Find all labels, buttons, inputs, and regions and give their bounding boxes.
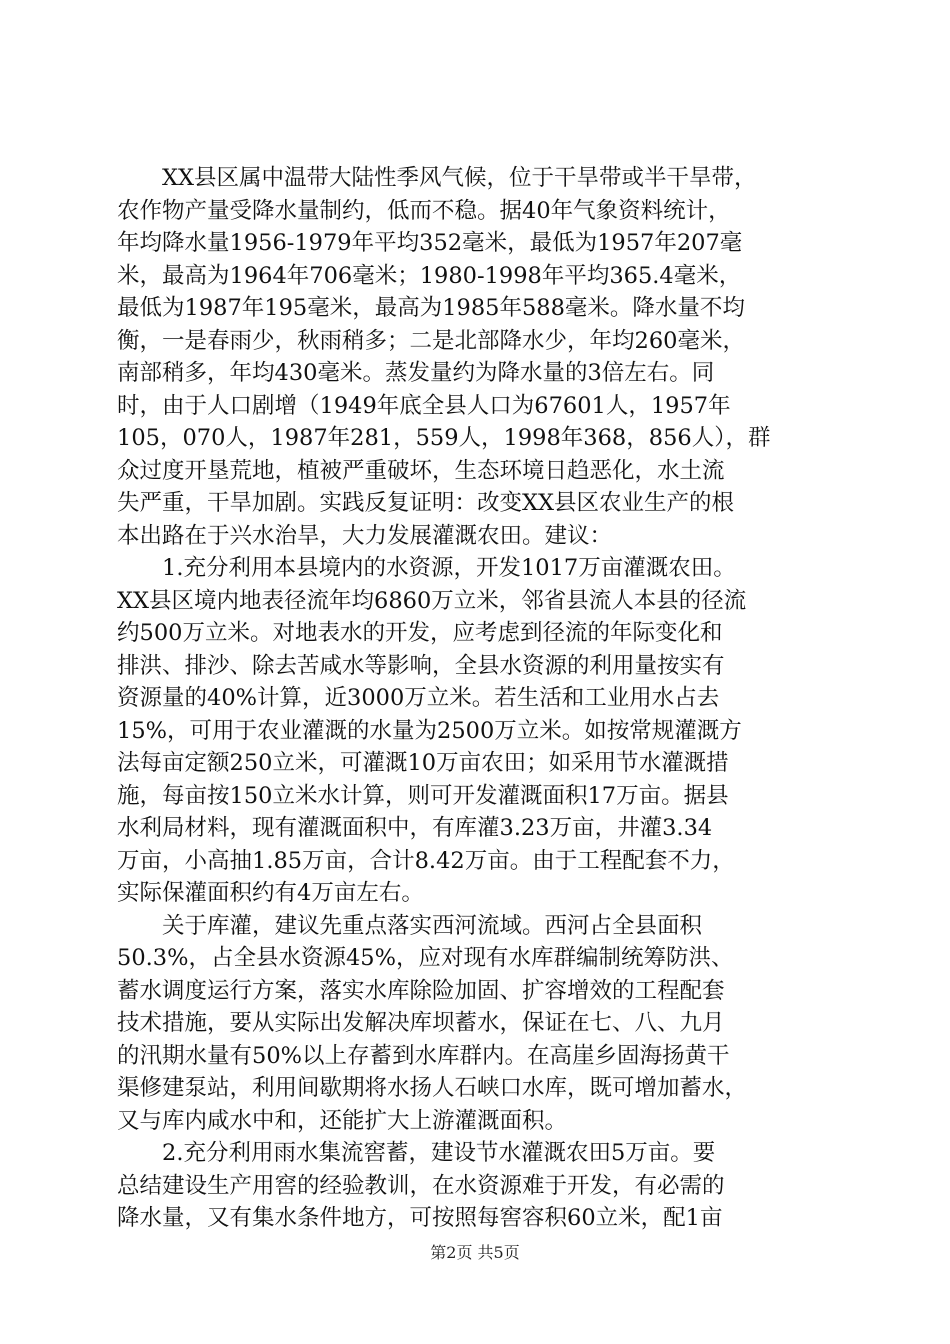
text-line: 资源量的40%计算，近3000万立米。若生活和工业用水占去 — [117, 685, 720, 711]
text-line: 约500万立米。对地表水的开发，应考虑到径流的年际变化和 — [117, 620, 723, 646]
text-line: 关于库灌，建议先重点落实西河流域。西河占全县面积 — [117, 912, 703, 939]
text-line: 失严重，干旱加剧。实践反复证明：改变XX县区农业生产的根 — [117, 490, 735, 516]
text-line: 排洪、排沙、除去苦咸水等影响，全县水资源的利用量按实有 — [117, 652, 725, 679]
text-line: 法每亩定额250立米，可灌溉10万亩农田；如采用节水灌溉措 — [117, 750, 729, 776]
text-line: 年均降水量1956-1979年平均352毫米，最低为1957年207毫 — [117, 230, 743, 256]
text-line: 15%，可用于农业灌溉的水量为2500万立米。如按常规灌溉方 — [117, 717, 742, 744]
text-line: 最低为1987年195毫米，最高为1985年588毫米。降水量不均 — [117, 295, 745, 321]
text-line: 众过度开垦荒地，植被严重破坏，生态环境日趋恶化，水土流 — [117, 457, 725, 484]
text-line: 农作物产量受降水量制约，低而不稳。据40年气象资料统计， — [117, 197, 731, 224]
text-line: 万亩，小高抽1.85万亩，合计8.42万亩。由于工程配套不力， — [117, 847, 735, 874]
text-line: 南部稍多，年均430毫米。蒸发量约为降水量的3倍左右。同 — [117, 360, 715, 386]
text-line: 2.充分利用雨水集流窖蓄，建设节水灌溉农田5万亩。要 — [117, 1140, 716, 1166]
text-line: 蓄水调度运行方案，落实水库除险加固、扩容增效的工程配套 — [117, 977, 725, 1004]
text-line: 衡，一是春雨少，秋雨稍多；二是北部降水少，年均260毫米， — [117, 327, 745, 354]
text-line: XX县区境内地表径流年均6860万立米，邻省县流人本县的径流 — [117, 587, 747, 614]
text-line: 技术措施，要从实际出发解决库坝蓄水，保证在七、八、九月 — [117, 1010, 725, 1036]
text-line: 50.3%，占全县水资源45%，应对现有水库群编制统筹防洪、 — [117, 945, 734, 971]
document-body — [117, 162, 837, 1235]
text-line: 施，每亩按150立米水计算，则可开发灌溉面积17万亩。据县 — [117, 782, 729, 809]
page-footer: 第2页 共5页 — [430, 1243, 520, 1262]
text-line: 米，最高为1964年706毫米；1980-1998年平均365.4毫米， — [117, 262, 742, 289]
text-line: 时，由于人口剧增（1949年底全县人口为67601人，1957年 — [117, 392, 731, 419]
text-line: 渠修建泵站，利用间歇期将水扬人石峡口水库，既可增加蓄水， — [117, 1075, 748, 1101]
text-line: 水利局材料，现有灌溉面积中，有库灌3.23万亩，井灌3.34 — [117, 815, 713, 841]
text-line: 总结建设生产用窖的经验教训，在水资源难于开发，有必需的 — [117, 1172, 725, 1199]
text-line: 105，070人，1987年281，559人，1998年368，856人），群 — [117, 425, 771, 451]
text-line: 本出路在于兴水治旱，大力发展灌溉农田。建议： — [117, 522, 613, 549]
text-line: XX县区属中温带大陆性季风气候，位于干旱带或半干旱带， — [117, 165, 757, 191]
text-line: 实际保灌面积约有4万亩左右。 — [117, 880, 424, 906]
text-line: 的汛期水量有50%以上存蓄到水库群内。在高崖乡固海扬黄干 — [117, 1042, 730, 1069]
text-line: 1.充分利用本县境内的水资源，开发1017万亩灌溉农田。 — [117, 555, 736, 581]
text-line: 又与库内咸水中和，还能扩大上游灌溉面积。 — [117, 1107, 568, 1134]
text-line: 降水量，又有集水条件地方，可按照每窖容积60立米，配1亩 — [117, 1205, 723, 1231]
